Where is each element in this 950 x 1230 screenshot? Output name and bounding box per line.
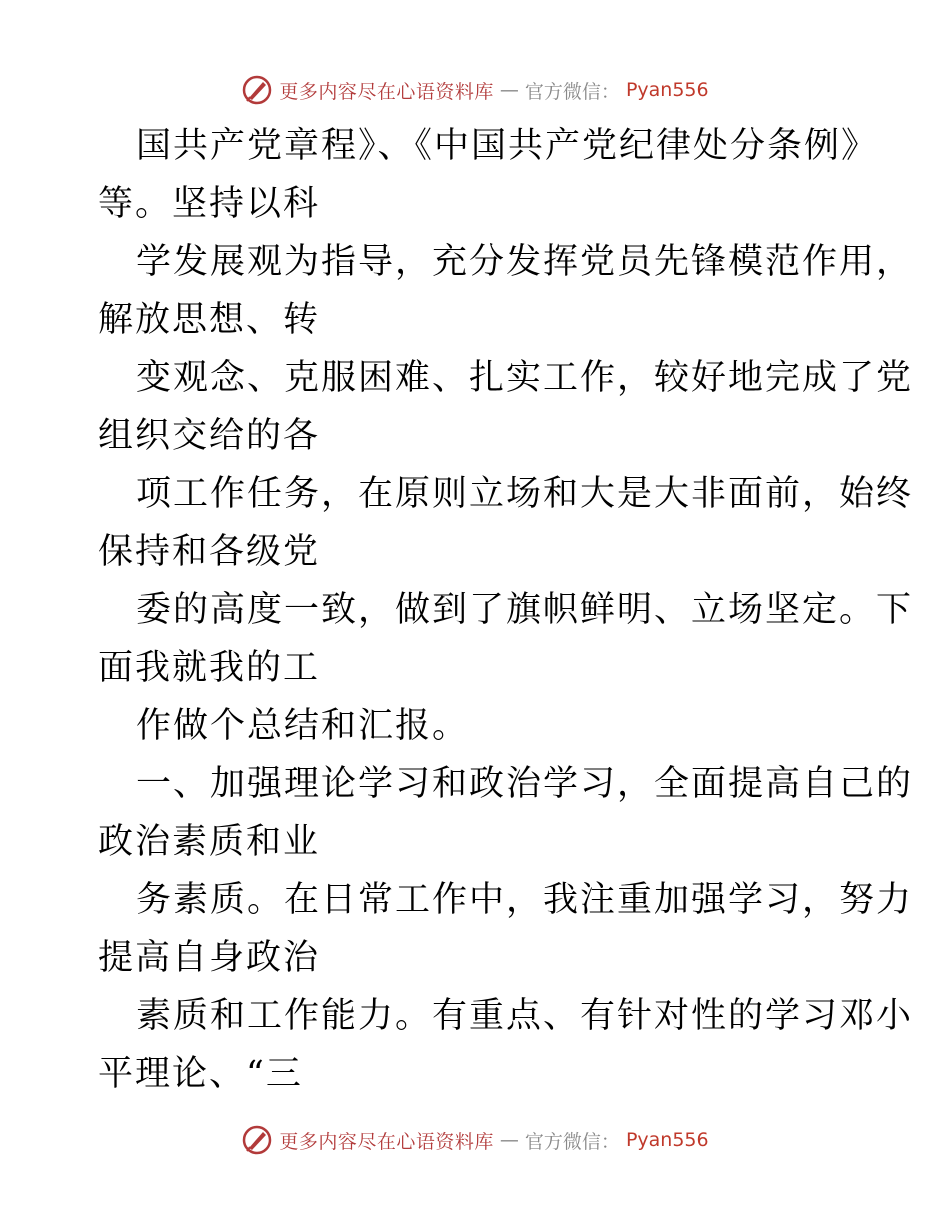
body-text-line: 国共产党章程》、《中国共产党纪律处分条例》	[136, 126, 879, 166]
body-text-line: 面我就我的工	[98, 648, 321, 688]
footer-watermark	[0, 1120, 950, 1160]
watermark-separator: —	[499, 1129, 519, 1151]
body-text-line: 保持和各级党	[98, 532, 321, 572]
body-text-line: 变观念、克服困难、扎实工作，较好地完成了党	[136, 358, 914, 398]
header-watermark	[0, 70, 950, 110]
body-text-line: 务素质。在日常工作中，我注重加强学习，努力	[136, 880, 914, 920]
body-text-line: 平理论、“三	[98, 1054, 303, 1094]
quill-logo-icon	[241, 1124, 273, 1156]
body-text-line: 一、加强理论学习和政治学习，全面提高自己的	[136, 764, 914, 804]
watermark-text: 更多内容尽在心语资料库	[279, 1130, 494, 1153]
body-text-line: 等。坚持以科	[98, 184, 321, 224]
quill-logo-icon	[241, 74, 273, 106]
body-text-line: 组织交给的各	[98, 416, 321, 456]
watermark-text: 更多内容尽在心语资料库	[279, 80, 494, 103]
watermark-wechat-id: Pyan556	[625, 1129, 709, 1151]
document-body	[98, 117, 914, 1103]
watermark-wechat-label: 官方微信：	[524, 1130, 620, 1153]
body-text-line: 委的高度一致，做到了旗帜鲜明、立场坚定。下	[136, 590, 914, 630]
body-text-line: 作做个总结和汇报。	[136, 706, 470, 746]
body-text-line: 学发展观为指导，充分发挥党员先锋模范作用，	[136, 242, 914, 282]
watermark-wechat-id: Pyan556	[625, 79, 709, 101]
body-text-line: 解放思想、转	[98, 300, 321, 340]
watermark-separator: —	[499, 79, 519, 101]
body-text-line: 政治素质和业	[98, 822, 321, 862]
body-text-line: 提高自身政治	[98, 938, 321, 978]
body-text-line: 项工作任务，在原则立场和大是大非面前，始终	[136, 474, 914, 514]
body-text-line: 素质和工作能力。有重点、有针对性的学习邓小	[136, 996, 914, 1036]
watermark-wechat-label: 官方微信：	[524, 80, 620, 103]
